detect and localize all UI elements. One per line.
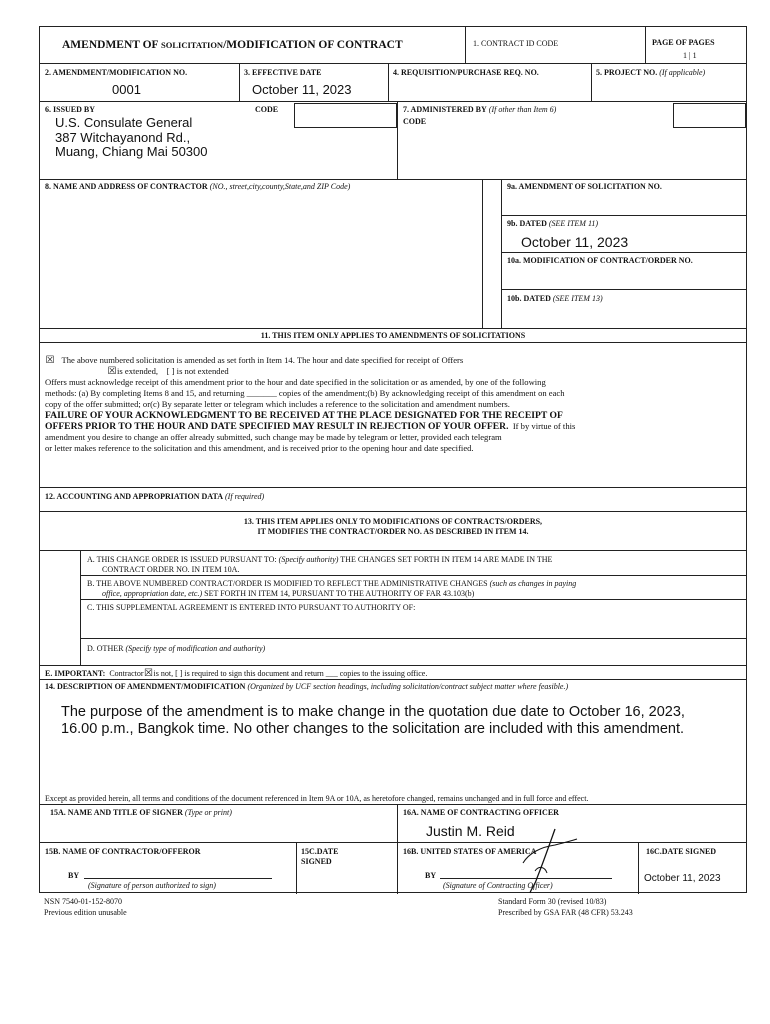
admin-code-label: CODE bbox=[403, 117, 427, 126]
item-13b-line2: office, appropriation date, etc.) SET FORTH IN ITEM 14, PURSUANT TO THE AUTHORITY OF FAR 43.103(b) bbox=[102, 589, 475, 598]
eff-date-value: October 11, 2023 bbox=[252, 82, 352, 97]
by-16b: BY bbox=[425, 871, 437, 880]
amendment-description: The purpose of the amendment is to make change in the quotation due date to October 16, 2023, 16.00 p.m., Bangkok time. No other changes to the solicitation are included with this amendment. bbox=[61, 704, 685, 737]
item-9b-value: October 11, 2023 bbox=[521, 234, 629, 250]
sf30-form bbox=[39, 26, 747, 893]
eff-date-label: 3. EFFECTIVE DATE bbox=[244, 68, 322, 77]
admin-by-label: 7. ADMINISTERED BY (If other than Item 6) bbox=[403, 105, 557, 114]
contracting-officer-name: Justin M. Reid bbox=[426, 823, 515, 839]
item-15c-label: 15C.DATE SIGNED bbox=[301, 847, 339, 866]
item-9b-label: 9b. DATED (SEE ITEM 11) bbox=[507, 219, 599, 228]
item-15a-label: 15A. NAME AND TITLE OF SIGNER (Type or print) bbox=[50, 808, 232, 817]
item-11-checkbox[interactable]: ☒ bbox=[45, 355, 55, 366]
item-13b: B. THE ABOVE NUMBERED CONTRACT/ORDER IS MODIFIED TO REFLECT THE ADMINISTRATIVE CHANGES (such as changes in paying bbox=[87, 579, 577, 588]
contractor-label: 8. NAME AND ADDRESS OF CONTRACTOR (NO., street,city,county,State,and ZIP Code) bbox=[45, 182, 351, 191]
item-16b-label: 16B. UNITED STATES OF AMERICA bbox=[403, 847, 537, 856]
project-label: 5. PROJECT NO. (If applicable) bbox=[596, 68, 706, 77]
item-10b-label: 10b. DATED (SEE ITEM 13) bbox=[507, 294, 603, 303]
extended-checkbox[interactable]: ☒ bbox=[107, 366, 117, 377]
admin-code-box[interactable] bbox=[673, 103, 746, 128]
date-signed-16c: October 11, 2023 bbox=[644, 873, 721, 884]
item-10a-label: 10a. MODIFICATION OF CONTRACT/ORDER NO. bbox=[507, 256, 693, 265]
item-14-label: 14. DESCRIPTION OF AMENDMENT/MODIFICATION (Organized by UCF section headings, including solicitation/contract subject matter where feasible.) bbox=[45, 682, 569, 691]
contractor-sign-checkbox[interactable]: ☒ bbox=[144, 668, 154, 679]
item-12-label: 12. ACCOUNTING AND APPROPRIATION DATA (If required) bbox=[45, 492, 265, 501]
contracting-officer-signature bbox=[495, 823, 580, 895]
form-footer-right: Standard Form 30 (revised 10/83) Prescribed by GSA FAR (48 CFR) 53.243 bbox=[498, 897, 633, 917]
amend-no-label: 2. AMENDMENT/MODIFICATION NO. bbox=[45, 68, 188, 77]
item-15b-label: 15B. NAME OF CONTRACTOR/OFFEROR bbox=[45, 847, 201, 856]
item-e-important: E. IMPORTANT: Contractor☒is not, [ ] is required to sign this document and return ___ copies to the issuing office. bbox=[45, 668, 428, 679]
issued-code-label: CODE bbox=[255, 105, 279, 114]
page-label: PAGE OF PAGES bbox=[652, 38, 715, 47]
issued-by-label: 6. ISSUED BY bbox=[45, 105, 96, 114]
item-11-body: ☒ The above numbered solicitation is amended as set forth in Item 14. The hour and date specified for receipt of Offers ☒is extended, [ ] is not extended Offers must acknowledge receipt of this amendment prior to the hour and date specified in the solicitation or as amended, by one of the following methods: (a) By completing Items 8 and 15, and returning _______ copies of the amendment;(b) By acknowledging receipt of this amendment on each copy of the offer submitted; or(c) By separate letter or telegram which includes a reference to the solicitation and amendment numbers. FAILURE OF YOUR ACKNOWLEDGMENT TO BE RECEIVED AT THE PLACE DESIGNATED FOR THE RECEIPT OF OFFERS PRIOR TO THE HOUR AND DATE SPECIFIED MAY RESULT IN REJECTION OF YOUR OFFER. If by virtue of this amendment you desire to change an offer already submitted, such change may be made by telegram or letter, provided each telegram or letter makes reference to the solicitation and this amendment, and is received prior to the opening hour and date specified. bbox=[45, 355, 576, 453]
item-13a-line2: CONTRACT ORDER NO. IN ITEM 10A. bbox=[102, 565, 240, 574]
terms-footer: Except as provided herein, all terms and conditions of the document referenced in Item 9A or 10A, as heretofore changed, remains unchanged and in full force and effect. bbox=[45, 794, 589, 803]
item-13d: D. OTHER (Specify type of modification and authority) bbox=[87, 644, 266, 653]
item-11-heading: 11. THIS ITEM ONLY APPLIES TO AMENDMENTS OF SOLICITATIONS bbox=[260, 331, 526, 340]
req-label: 4. REQUISITION/PURCHASE REQ. NO. bbox=[393, 68, 539, 77]
issued-code-box[interactable] bbox=[294, 103, 397, 128]
item-16a-label: 16A. NAME OF CONTRACTING OFFICER bbox=[403, 808, 559, 817]
contract-id-label: 1. CONTRACT ID CODE bbox=[473, 39, 559, 48]
item-13a: A. THIS CHANGE ORDER IS ISSUED PURSUANT TO: (Specify authority) THE CHANGES SET FORTH IN ITEM 14 ARE MADE IN THE bbox=[87, 555, 553, 564]
issued-by-address: U.S. Consulate General 387 Witchayanond Rd., Muang, Chiang Mai 50300 bbox=[55, 115, 208, 159]
signature-15-hint: (Signature of person authorized to sign) bbox=[88, 881, 216, 890]
signature-16-hint: (Signature of Contracting Officer) bbox=[443, 881, 553, 890]
page-count: 1 | 1 bbox=[683, 51, 697, 60]
form-footer-left: NSN 7540-01-152-8070 Previous edition unusable bbox=[44, 897, 127, 917]
item-13c: C. THIS SUPPLEMENTAL AGREEMENT IS ENTERED INTO PURSUANT TO AUTHORITY OF: bbox=[87, 603, 416, 612]
item-13-heading: 13. THIS ITEM APPLIES ONLY TO MODIFICATIONS OF CONTRACTS/ORDERS, IT MODIFIES THE CONTRACT/ORDER NO. AS DESCRIBED IN ITEM 14. bbox=[243, 517, 543, 536]
item-16c-label: 16C.DATE SIGNED bbox=[646, 847, 717, 856]
item-9a-label: 9a. AMENDMENT OF SOLICITATION NO. bbox=[507, 182, 662, 191]
amend-no-value: 0001 bbox=[112, 82, 141, 97]
form-title: AMENDMENT OF SOLICITATION/MODIFICATION OF CONTRACT bbox=[62, 39, 403, 51]
by-15b: BY bbox=[68, 871, 80, 880]
